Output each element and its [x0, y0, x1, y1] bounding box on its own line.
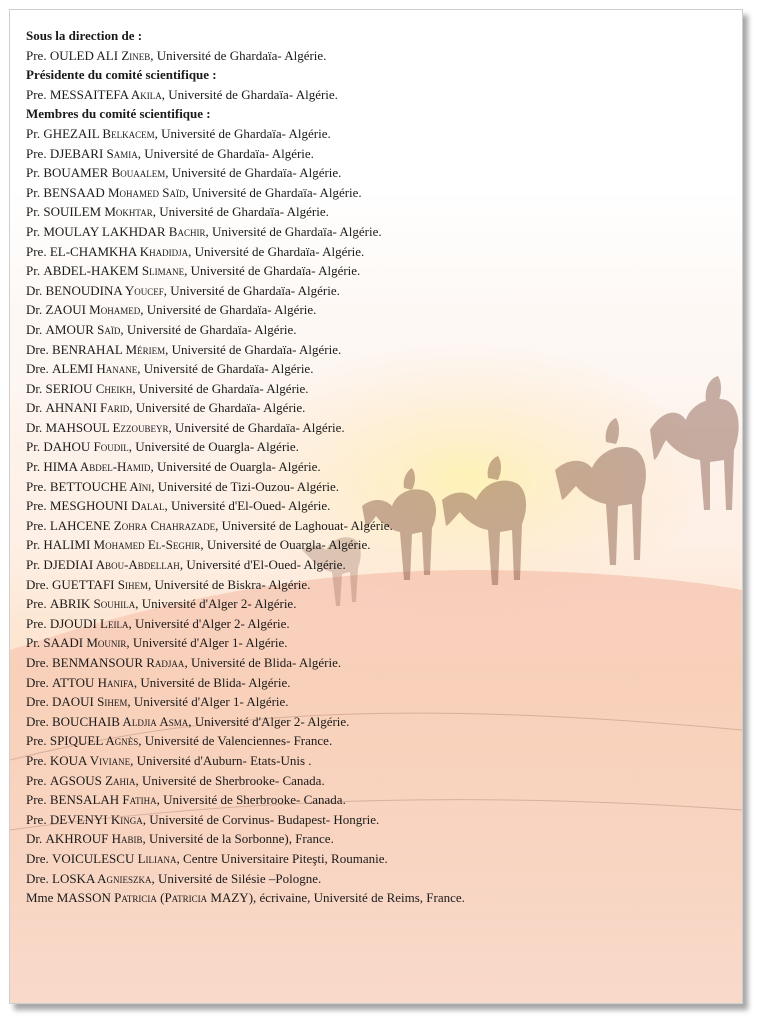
separator: , — [253, 890, 260, 906]
member-name: GHEZAIL Belkacem — [43, 125, 155, 141]
separator: , — [126, 635, 133, 651]
separator: , — [151, 478, 158, 494]
member-affiliation: Université de Ouargla- Algérie. — [135, 439, 299, 455]
member-name: HIMA Abdel-Hamid — [43, 459, 151, 475]
member-title: Pr. — [26, 125, 41, 141]
separator: , — [133, 674, 141, 690]
member-entry — [26, 849, 726, 869]
member-affiliation: Université d'El-Oued- Algérie. — [170, 498, 331, 514]
committee-list — [26, 26, 726, 908]
separator: , — [165, 165, 172, 181]
member-name: VOICULESCU Liliana — [52, 850, 177, 866]
member-title: Dre. — [26, 870, 49, 886]
member-title: Pr. — [26, 204, 41, 220]
member-title: Pr. — [26, 439, 41, 455]
presidente-entry — [26, 85, 726, 105]
member-affiliation: Université de Ouargla- Algérie. — [156, 459, 321, 475]
member-title: Dre. — [26, 576, 49, 592]
separator: , — [188, 713, 195, 729]
member-affiliation: Université de Ghardaïa- Algérie. — [135, 400, 306, 416]
member-name: DJEBARI Samia — [49, 145, 138, 161]
member-title: Dre. — [26, 850, 49, 866]
member-entry — [26, 829, 726, 849]
member-title: Pre. — [26, 772, 47, 788]
member-name: SAADI Mounir — [43, 635, 127, 651]
member-title: Pre. — [26, 596, 47, 612]
member-title: Dre. — [26, 674, 49, 690]
member-name: AMOUR Saïd — [45, 321, 121, 337]
member-entry — [26, 261, 726, 281]
member-entry — [26, 183, 726, 203]
member-name: EL-CHAMKHA Khadidja — [49, 243, 189, 259]
member-affiliation: Université de Tizi-Ouzou- Algérie. — [157, 478, 340, 494]
separator: , — [151, 870, 159, 886]
member-name: BETTOUCHE Aïni — [49, 478, 152, 494]
member-title: Pr. — [26, 537, 41, 553]
member-title: Pre. — [26, 145, 47, 161]
member-name: ALEMI Hanane — [52, 361, 138, 377]
member-affiliation: Université de Ghardaïa- Algérie. — [171, 341, 342, 357]
separator: , — [128, 439, 136, 455]
member-affiliation: Université de Ghardaïa- Algérie. — [194, 243, 365, 259]
member-affiliation: Université de Silésie –Pologne. — [158, 870, 322, 886]
separator: , — [161, 86, 169, 102]
member-entry — [26, 437, 726, 457]
member-entry — [26, 379, 726, 399]
member-title: Pr. — [26, 184, 41, 200]
member-entry — [26, 300, 726, 320]
member-affiliation: écrivaine, Université de Reims, France. — [259, 890, 465, 906]
separator: , — [179, 557, 187, 573]
separator: , — [188, 243, 195, 259]
member-title: Pre. — [26, 47, 47, 63]
committee-members — [26, 124, 726, 908]
member-title: Dr. — [26, 321, 43, 337]
member-affiliation: Université de Valenciennes- France. — [144, 733, 333, 749]
member-title: Pre. — [26, 752, 47, 768]
separator: , — [184, 655, 191, 670]
member-title: Dre. — [26, 361, 49, 377]
member-name: ABDEL-HAKEM Slimane — [43, 263, 185, 279]
member-entry — [26, 673, 726, 693]
member-name: KOUA Viviane — [49, 752, 131, 768]
member-affiliation: Université de Ghardaïa- Algérie. — [192, 184, 362, 200]
member-name: ATTOU Hanifa — [52, 674, 134, 690]
member-entry — [26, 398, 726, 418]
document-frame — [9, 9, 743, 1004]
member-affiliation: Université de Ghardaïa- Algérie. — [190, 263, 361, 279]
presidente-heading: Présidente du comité scientifique : — [26, 67, 217, 83]
member-name: SERIOU Cheikh — [45, 380, 133, 396]
member-entry — [26, 614, 726, 634]
member-entry — [26, 869, 726, 889]
member-entry — [26, 731, 726, 751]
member-title: Dr. — [26, 282, 43, 298]
member-name: AHNANI Farid — [45, 400, 130, 416]
member-title: Dre. — [26, 713, 49, 729]
member-name: HALIMI Mohamed El-Seghir — [43, 537, 201, 553]
member-affiliation: Université de Ghardaïa- Algérie. — [161, 125, 331, 141]
separator: , — [142, 831, 149, 847]
separator: , — [164, 498, 171, 514]
member-title: Pr. — [26, 263, 41, 279]
member-affiliation: Université de Ghardaïa- Algérie. — [156, 47, 327, 63]
member-affiliation: Université d'Alger 2- Algérie. — [134, 615, 290, 631]
separator: , — [156, 792, 164, 808]
member-entry — [26, 340, 726, 360]
member-entry — [26, 594, 726, 614]
member-title: Pr. — [26, 557, 41, 573]
member-entry — [26, 751, 726, 771]
member-name: DAOUI Sihem — [52, 694, 128, 710]
member-name: ABRIK Souhila — [49, 596, 136, 612]
member-entry — [26, 888, 726, 908]
member-title: Dr. — [26, 400, 43, 416]
member-title: Pre. — [26, 615, 47, 631]
separator: , — [205, 223, 212, 239]
separator: , — [127, 694, 134, 710]
separator: , — [135, 596, 142, 612]
member-name: OULED ALI Zineb — [49, 47, 151, 63]
separator: , — [150, 47, 157, 63]
member-affiliation: Université de Ouargla- Algérie. — [206, 537, 371, 553]
member-entry — [26, 496, 726, 516]
member-entry — [26, 516, 726, 536]
separator: , — [135, 772, 143, 788]
member-name: GUETTAFI Sihem — [52, 576, 148, 592]
committee-heading: Membres du comité scientifique : — [26, 106, 211, 122]
member-title: Pr. — [26, 223, 41, 239]
separator: , — [138, 733, 145, 749]
member-title: Pre. — [26, 517, 47, 533]
separator: , — [132, 380, 139, 396]
member-title: Dr. — [26, 831, 43, 847]
member-affiliation: Université d'Alger 1- Algérie. — [133, 694, 289, 710]
member-title: Pre. — [26, 498, 47, 514]
member-entry — [26, 810, 726, 830]
member-affiliation: Université de Ghardaïa- Algérie. — [168, 86, 338, 102]
member-name: SPIQUEL Agnès — [49, 733, 139, 749]
member-entry — [26, 555, 726, 575]
member-entry — [26, 771, 726, 791]
member-affiliation: Université de Ghardaïa- Algérie. — [211, 223, 382, 239]
member-affiliation: Université de Ghardaïa- Algérie. — [171, 165, 342, 181]
separator: , — [152, 204, 160, 220]
member-name: BENMANSOUR Radjaa — [52, 655, 185, 670]
member-affiliation: Centre Universitaire Piteşti, Roumanie. — [183, 850, 388, 866]
member-affiliation: Université de Ghardaïa- Algérie. — [146, 302, 317, 318]
member-name: ZAOUI Mohamed — [45, 302, 141, 318]
member-title: Dre. — [26, 694, 49, 710]
member-title: Dr. — [26, 419, 43, 435]
member-entry — [26, 144, 726, 164]
member-affiliation: Université d'Auburn- Etats-Unis . — [136, 752, 312, 768]
separator: , — [150, 459, 157, 475]
member-name: SOUILEM Mokhtar — [43, 204, 153, 220]
separator: , — [184, 263, 191, 279]
separator: , — [165, 341, 172, 357]
member-entry — [26, 477, 726, 497]
member-entry — [26, 418, 726, 438]
separator: , — [137, 361, 144, 377]
member-name: BENSALAH Fatiha — [49, 792, 157, 808]
member-name: BENRAHAL Mériem — [52, 341, 166, 357]
member-affiliation: Université de la Sorbonne), France. — [148, 831, 334, 847]
member-affiliation: Université de Corvinus- Budapest- Hongrie. — [149, 811, 380, 827]
member-entry — [26, 222, 726, 242]
member-name: BENSAAD Mohamed Saïd — [43, 184, 186, 200]
member-title: Dre. — [26, 655, 49, 670]
member-affiliation: Université de Laghouat- Algérie. — [221, 517, 393, 533]
member-name: DAHOU Foudil — [43, 439, 129, 455]
direction-heading: Sous la direction de : — [26, 28, 143, 43]
member-entry — [26, 202, 726, 222]
separator: , — [140, 302, 147, 318]
member-affiliation: Université d'El-Oued- Algérie. — [186, 557, 346, 573]
member-affiliation: Université de Ghardaïa- Algérie. — [138, 380, 309, 396]
member-entry — [26, 124, 726, 144]
member-title: Dr. — [26, 380, 43, 396]
member-title: Dre. — [26, 341, 49, 357]
member-affiliation: Université de Ghardaïa- Algérie. — [144, 145, 314, 161]
member-name: AGSOUS Zahia — [49, 772, 136, 788]
member-affiliation: Université d'Alger 2- Algérie. — [141, 596, 297, 612]
member-title: Pre. — [26, 478, 47, 494]
member-name: DJEDIAI Abou-Abdellah — [43, 557, 180, 573]
member-entry — [26, 535, 726, 555]
member-name: AKHROUF Habib — [45, 831, 143, 847]
member-entry — [26, 320, 726, 340]
member-title: Pr. — [26, 165, 41, 181]
separator: , — [176, 850, 184, 866]
member-name: BENOUDINA Youcef — [45, 282, 164, 298]
member-title: Dr. — [26, 302, 43, 318]
member-entry — [26, 163, 726, 183]
separator: , — [137, 145, 145, 161]
member-name: BOUCHAIB Aldjia Asma — [52, 713, 189, 729]
separator: , — [163, 282, 171, 298]
member-affiliation: Université de Blida- Algérie. — [140, 674, 291, 690]
separator: , — [142, 811, 150, 827]
member-name: DEVENYI Kinga — [49, 811, 143, 827]
member-name: MESSAITEFA Akila — [49, 86, 162, 102]
separator: , — [215, 517, 222, 533]
member-entry — [26, 633, 726, 653]
member-affiliation: Université de Blida- Algérie. — [190, 655, 342, 670]
member-entry — [26, 359, 726, 379]
separator: , — [130, 752, 137, 768]
member-affiliation: Université de Ghardaïa- Algérie. — [170, 282, 340, 298]
separator: , — [120, 321, 127, 337]
member-affiliation: Université de Ghardaïa- Algérie. — [159, 204, 329, 220]
member-affiliation: Université d'Alger 1- Algérie. — [132, 635, 288, 651]
member-entry — [26, 242, 726, 262]
member-name: MOULAY LAKHDAR Bachir — [43, 223, 206, 239]
member-name: MESGHOUNI Dalal — [49, 498, 165, 514]
member-affiliation: Université d'Alger 2- Algérie. — [194, 713, 350, 729]
separator: , — [129, 400, 136, 416]
member-name: DJOUDI Leila — [49, 615, 129, 631]
member-affiliation: Université de Sherbrooke- Canada. — [163, 792, 346, 808]
separator: , — [154, 125, 162, 141]
separator: , — [200, 537, 207, 553]
member-entry — [26, 281, 726, 301]
member-title: Pre. — [26, 86, 47, 102]
member-affiliation: Université de Ghardaïa- Algérie. — [126, 321, 297, 337]
member-name: BOUAMER Bouaalem — [43, 165, 166, 181]
member-title: Pre. — [26, 733, 47, 749]
member-name: LOSKA Agnieszka — [52, 870, 152, 886]
member-entry — [26, 790, 726, 810]
member-title: Pre. — [26, 243, 47, 259]
member-entry — [26, 575, 726, 595]
member-name: MAHSOUL Ezzoubeyr — [45, 419, 169, 435]
member-title: Pr. — [26, 635, 41, 651]
member-entry — [26, 712, 726, 732]
separator: , — [147, 576, 155, 592]
member-affiliation: Université de Biskra- Algérie. — [154, 576, 311, 592]
member-entry — [26, 692, 726, 712]
member-affiliation: Université de Sherbrooke- Canada. — [142, 772, 325, 788]
member-title: Pre. — [26, 811, 47, 827]
separator: , — [168, 419, 175, 435]
member-affiliation: Université de Ghardaïa- Algérie. — [143, 361, 314, 377]
member-title: Pr. — [26, 459, 41, 475]
director-entry — [26, 46, 726, 66]
member-name: MASSON Patricia (Patricia MAZY) — [56, 890, 254, 906]
member-title: Mme — [26, 890, 54, 906]
member-name: LAHCENE Zohra Chahrazade — [49, 517, 216, 533]
separator: , — [185, 184, 193, 200]
separator: , — [128, 615, 135, 631]
member-affiliation: Université de Ghardaïa- Algérie. — [175, 419, 345, 435]
member-entry — [26, 653, 726, 673]
member-title: Pre. — [26, 792, 47, 808]
member-entry — [26, 457, 726, 477]
